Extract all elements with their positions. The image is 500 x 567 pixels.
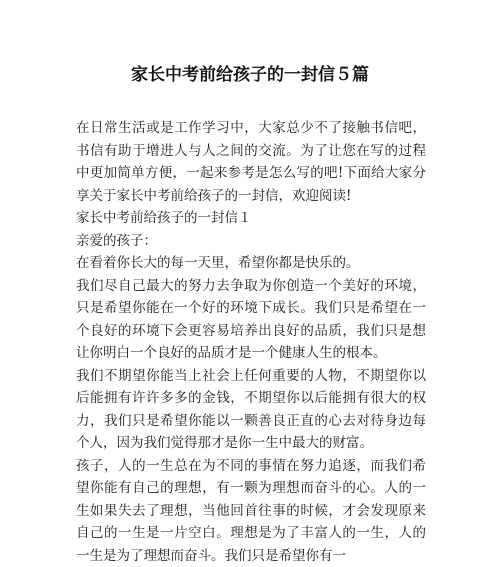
body-paragraph: 在看着你长大的每一天里，希望你都是快乐的。 bbox=[76, 252, 426, 275]
document-body bbox=[76, 117, 426, 567]
intro-paragraph: 在日常生活或是工作学习中，大家总少不了接触书信吧，书信有助于增进人与人之间的交流。为了让您在写的过程中更加简单方便，一起来参考是怎么写的吧!下面给大家分享关于家长中考前给孩子的一封信，欢迎阅读! bbox=[76, 117, 426, 207]
document-title: 家长中考前给孩子的一封信５篇 bbox=[0, 64, 500, 86]
letter-heading: 家长中考前给孩子的一封信１ bbox=[76, 207, 426, 230]
salutation: 亲爱的孩子： bbox=[76, 230, 426, 253]
body-paragraph: 我们尽自己最大的努力去争取为你创造一个美好的环境，只是希望你能在一个好的环境下成长。我们只是希望在一个良好的环境下会更容易培养出良好的品质，我们只是想让你明白一个良好的品质才是一个健康人生的根本。 bbox=[76, 275, 426, 365]
body-paragraph: 我们不期望你能当上社会上任何重要的人物，不期望你以后能拥有许许多多的金钱，不期望你以后能拥有很大的权力，我们只是希望你能以一颗善良正直的心去对待身边每个人，因为我们觉得那才是你一生中最大的财富。 bbox=[76, 365, 426, 455]
body-paragraph: 孩子，人的一生总在为不同的事情在努力追逐，而我们希望你能有自己的理想，有一颗为理想而奋斗的心。人的一生如果失去了理想，当他回首往事的时候，才会发现原来自己的一生是一片空白。理想是为了丰富人的一生，人的一生是为了理想而奋斗。我们只是希望你有一 bbox=[76, 455, 426, 567]
